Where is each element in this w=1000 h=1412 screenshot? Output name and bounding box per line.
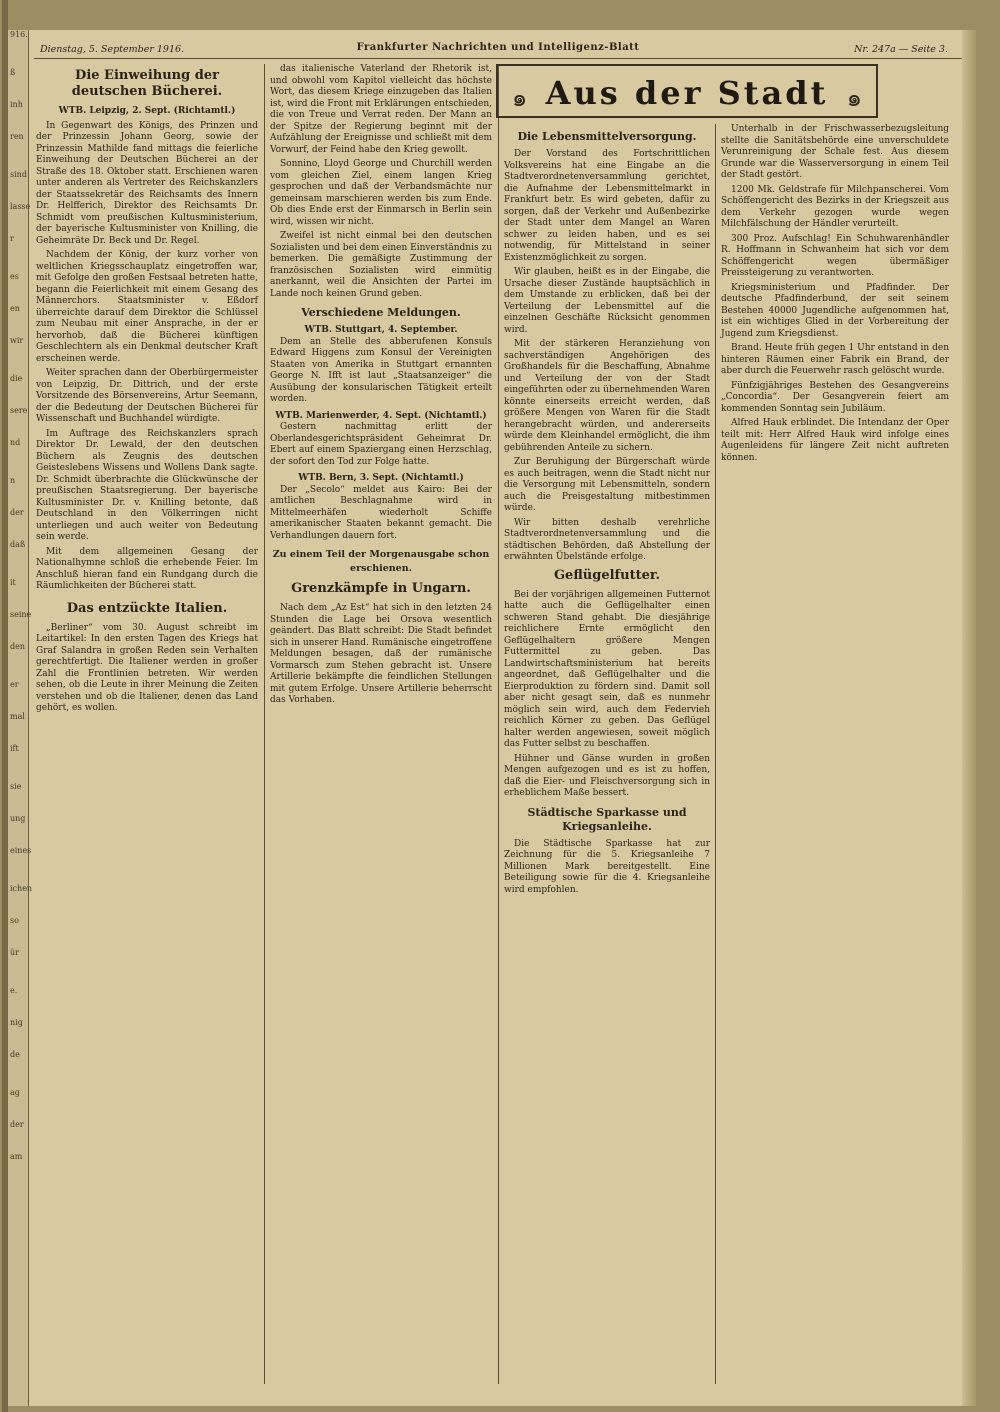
news-text: Dem an Stelle des abberufenen Konsuls Edward Higgens zum Konsul der Vereinigten Staaten von Amerika in Stuttgart ernannten George N. Ifft ist laut „Staatsanzeiger“ die Ausübung der konsularischen Tätigkeit erteilt worden. — [270, 336, 492, 404]
paragraph: Sonnino, Lloyd George und Churchill werden vom gleichen Ziel, einem langen Krieg gesprochen und daß der Verbandsmächte nur gemeinsam marschieren werden bis zum Ende. Ob dies Ende erst der Einmarsch in Berlin sein wird, wissen wir nicht. — [270, 159, 492, 227]
article-heading: Die Einweihung der deutschen Bücherei. — [71, 68, 223, 99]
strip-fragment: eines — [10, 846, 32, 855]
paragraph: „Berliner“ vom 30. August schreibt im Leitartikel: In den ersten Tagen des Kriegs hat Graf Salandra in großen Reden sein Verhalten gerechtfertigt. Die Italiener werden in großer Zahl die Frontlinien betreten. Wir werden sehen, ob die Leute in ihrer Meinung die Zeiten verstehen und ob die Italiener, denen das Land gehört, es wollen. — [36, 622, 258, 713]
article-body — [504, 149, 710, 564]
left-page-edge — [8, 30, 33, 1406]
column-2 — [270, 64, 492, 1384]
paragraph: Wir bitten deshalb verehrliche Stadtverordnetenversammlung und die städtischen Behörden, daß Abstellung der erwähnten Übelstände erfolge. — [504, 517, 710, 562]
column-rule — [264, 64, 265, 1384]
ornament-icon: ๑ — [846, 84, 862, 112]
ornament-icon: ๑ — [512, 84, 528, 112]
paragraph: Unterhalb in der Frischwasserbezugsleitung stellte die Sanitätsbehörde eine unverschuldete Verunreinigung der Schale fest. Aus diesem Grunde war die Wasserversorgung in einem Teil der Stadt gestört. — [721, 124, 949, 180]
column-4 — [721, 124, 949, 1384]
paragraph: Weiter sprachen dann der Oberbürgermeister von Leipzig, Dr. Dittrich, und der erste Vorsitzende des Börsenvereins, Artur Seemann, der die Bedeutung der Deutschen Bücherei für Wissenschaft und Buchhandel würdigte. — [36, 368, 258, 424]
article-dateline: WTB. Leipzig, 2. Sept. (Richtamtl.) — [58, 106, 236, 116]
news-item — [270, 411, 492, 469]
strip-fragment: ß — [10, 68, 16, 77]
strip-fragment: mal — [10, 712, 25, 721]
article-heading: Städtische Sparkasse und Kriegsanleihe. — [527, 805, 687, 833]
paragraph: Hühner und Gänse wurden in großen Mengen aufgezogen und es ist zu hoffen, daß die Eier- und Fleischversorgung sich in erheblichem Maße bessert. — [504, 753, 710, 798]
column-3 — [504, 124, 710, 1384]
paragraph: Mit dem allgemeinen Gesang der Nationalhymne schloß die erhebende Feier. Im Anschluß hieran fand ein Rundgang durch die Räumlichkeiten der Bücherei statt. — [36, 546, 258, 591]
strip-fragment: ür — [10, 948, 19, 957]
paragraph: Brand. Heute früh gegen 1 Uhr entstand in den hinteren Räumen einer Fabrik ein Brand, der aber durch die Feuerwehr rasch gelöscht wurde. — [721, 343, 949, 376]
news-text: Der „Secolo“ meldet aus Kairo: Bei der amtlichen Beschlagnahme wird in Mittelmeerhäfen wiederholt Schiffe amerikanischer Staaten bekannt gemacht. Die Verhandlungen dauern fort. — [270, 484, 492, 541]
article-body — [270, 64, 492, 300]
paragraph: Bei der vorjährigen allgemeinen Futternot hatte auch die Geflügelhalter einen schweren Stand gehabt. Die diesjährige reichlichere Ernte ermöglicht den Geflügelhaltern größere Mengen Futtermittel zu geben. Das Landwirtschaftsministerium hat bereits angeordnet, daß Geflügelhalter und die Eierproduktion zu fördern sind. Damit soll aber nicht gesagt sein, daß es nunmehr möglich sein wird, auch dem Federvieh reichlich Körner zu geben. Das Geflügel halter werden angewiesen, soweit möglich das Futter selbst zu beschaffen. — [504, 589, 710, 749]
strip-fragment: sie — [10, 782, 22, 791]
strip-fragment: e. — [10, 986, 18, 995]
strip-fragment: den — [10, 642, 26, 651]
article-heading: Die Lebensmittelversorgung. — [517, 130, 697, 143]
strip-fragment: sind — [10, 170, 27, 179]
article-body — [721, 124, 949, 464]
strip-fragment: der — [10, 1120, 24, 1129]
section-title: Aus der Stadt — [545, 74, 829, 112]
strip-fragment: lasse — [10, 202, 31, 211]
strip-fragment: sere — [10, 406, 28, 415]
strip-fragment: r — [10, 234, 14, 243]
column-rule — [715, 124, 716, 1384]
strip-fragment: es — [10, 272, 19, 281]
header-masthead: Frankfurter Nachrichten und Intelligenz-Blatt — [356, 42, 640, 53]
article-heading: Das entzückte Italien. — [66, 600, 228, 616]
paragraph: das italienische Vaterland der Rhetorik ist, und obwohl vom Kapitol vielleicht das höchste Wort, das diesem Kriege einzugeben das Italien ist, wird die Front mit Erklärungen entschieden, die von Treue und Verrat reden. Der Mann an der Spitze der Regierung beginnt mit der Aufzählung der Ereignisse und schließt mit dem Vorwurf, der Feind habe den Krieg gewollt. — [270, 64, 492, 155]
section-heading: Verschiedene Meldungen. — [301, 306, 461, 319]
news-item — [270, 473, 492, 542]
strip-fragment: 916. — [10, 30, 28, 39]
strip-fragment: it — [10, 578, 16, 587]
strip-fragment: de — [10, 1050, 20, 1059]
paragraph: Zur Beruhigung der Bürgerschaft würde es auch beitragen, wenn die Stadt nicht nur die Versorgung mit Lebensmitteln, sondern auch die Preisgestaltung mitbestimmen würde. — [504, 457, 710, 513]
article-body — [270, 603, 492, 707]
strip-fragment: seine — [10, 610, 32, 619]
newspaper-page — [8, 30, 976, 1406]
strip-fragment: so — [10, 916, 19, 925]
paragraph: Im Auftrage des Reichskanzlers sprach Direktor Dr. Lewald, der den deutschen Büchern als Zeugnis des deutschen Geisteslebens Wissens und Wollens Dank sagte. Dr. Schmidt überbrachte die Glückwünsche der preußischen Staatsregierung. Der bayerische Kultusminister Dr. v. Knilling betonte, daß Deutschland in den Völkerringen nicht unterliegen und auch weiter von Bedeutung sein werde. — [36, 428, 258, 542]
paragraph: Fünfzigjähriges Bestehen des Gesangvereins „Concordia“. Der Gesangverein feiert am kommenden Sonntag sein Jubiläum. — [721, 380, 949, 414]
paragraph: Mit der stärkeren Heranziehung von sachverständigen Angehörigen des Großhandels für die Beschaffung, Abnahme und Verteilung der von der Stadt eingeführten oder zu übernehmenden Waren könnte einerseits erreicht werden, daß größere Mengen von Waren für die Stadt herangebracht würden, und andererseits würde dem Kleinhandel ermöglicht, die ihm gebührenden Anteile zu sichern. — [504, 339, 710, 453]
article-body — [504, 590, 710, 800]
paragraph: Wir glauben, heißt es in der Eingabe, die Ursache dieser Zustände hauptsächlich in dem Umstande zu erblicken, daß bei der Verteilung der Lebensmittel auf die einzelnen Geschäfte Rücksicht genommen wird. — [504, 267, 710, 335]
left-strip-text — [8, 30, 33, 1162]
news-dateline: WTB. Stuttgart, 4. September. — [304, 325, 458, 335]
paragraph: Alfred Hauk erblindet. Die Intendanz der Oper teilt mit: Herr Alfred Hauk wird infolge eines Augenleidens für längere Zeit nicht auftreten können. — [721, 418, 949, 463]
article-body — [36, 121, 258, 593]
strip-fragment: wir — [10, 336, 24, 345]
strip-fragment: n — [10, 476, 16, 485]
article-heading: Grenzkämpfe in Ungarn. — [291, 581, 471, 596]
paragraph: Kriegsministerium und Pfadfinder. Der deutsche Pfadfinderbund, der seit seinem Bestehen 40000 Jugendliche aufgenommen hat, ist ein wichtiges Glied in der Vorbereitung der Jugend zum Kriegsdienst. — [721, 282, 949, 339]
strip-fragment: ung — [10, 814, 26, 823]
column-1 — [36, 64, 258, 1384]
page-header — [34, 40, 962, 59]
paragraph: Nachdem der König, der kurz vorher von weltlichen Kriegsschauplatz eingetroffen war, mit Gefolge den großen Festsaal betreten hatte, begann die Feierlichkeit mit einem Gesang des Männerchors. Staatsminister v. Eßdorf überreichte darauf dem Direktor die Schlüssel zum Neubau mit einer Ansprache, in der er hervorhob, daß die Bücherei künftigen Geschlechtern als ein Denkmal deutscher Kraft erscheinen werde. — [36, 250, 258, 364]
column-rule — [498, 64, 499, 1384]
strip-fragment: en — [10, 304, 20, 313]
paragraph: In Gegenwart des Königs, des Prinzen und der Prinzessin Johann Georg, sowie der Prinzessin Mathilde fand mittags die feierliche Einweihung der Deutschen Bücherei an der Straße des 18. Oktober statt. Erschienen waren unter anderen als Vertreter des Reichskanzlers der Staatssekretär des Reichsamts des Innern Dr. Helfferich, Direktor des Reichsamts Dr. Schmidt vom preußischen Kultusministerium, der bayerische Kultusminister von Knilling, die Geheimräte Dr. Beck und Dr. Regel. — [36, 120, 258, 246]
news-item — [270, 325, 492, 406]
strip-fragment: der — [10, 508, 24, 517]
strip-fragment: inh — [10, 100, 23, 109]
paragraph: 1200 Mk. Geldstrafe für Milchpanscherei. Vom Schöffengericht des Bezirks in der Kriegszeit aus dem Verkehr gezogen wurde wegen Milchfälschung der Händler verurteilt. — [721, 184, 949, 229]
strip-fragment: nd — [10, 438, 21, 447]
paragraph: Der Vorstand des Fortschrittlichen Volksvereins hat eine Eingabe an die Stadtverordnetenversammlung gerichtet, die Aufnahme der Lebensmittelmarkt in Frankfurt betr. Es wird gebeten, dafür zu sorgen, daß der Verkehr und Außenbezirke der Stadt unter dem Mangel an Waren schwer zu leiden haben, und es sei notwendig, für Mittelstand in seiner Existenzmöglichkeit zu sorgen. — [504, 149, 710, 263]
paragraph: Nach dem „Az Est“ hat sich in den letzten 24 Stunden die Lage bei Orsova wesentlich geändert. Das Blatt schreibt: Die Stadt befindet sich in unserer Hand. Rumänische eingetroffene Meldungen besagen, daß der rumänische Vormarsch zum Stehen gebracht ist. Unsere Artillerie bekämpfte die feindlichen Stellungen mit gutem Erfolge. Unsere Artillerie beherrscht das Vorhaben. — [270, 603, 492, 705]
news-dateline: WTB. Bern, 3. Sept. (Nichtamtl.) — [298, 473, 464, 483]
header-date: Dienstag, 5. September 1916. — [40, 44, 185, 55]
article-heading: Geflügelfutter. — [553, 567, 661, 583]
strip-fragment: nig — [10, 1018, 23, 1027]
strip-fragment: ren — [10, 132, 24, 141]
notice-line: Zu einem Teil der Morgenausgabe schon erschienen. — [272, 549, 490, 574]
strip-fragment: er — [10, 680, 19, 689]
strip-fragment: die — [10, 374, 23, 383]
strip-fragment: daß — [10, 540, 26, 549]
strip-fragment: am — [10, 1152, 23, 1161]
news-text: Gestern nachmittag erlitt der Oberlandesgerichtspräsident Geheimrat Dr. Ebert auf einem Spaziergang einen Herzschlag, der sofort den Tod zur Folge hatte. — [270, 422, 492, 467]
strip-fragment: ichen — [10, 884, 33, 893]
article-body — [36, 623, 258, 715]
news-items — [270, 325, 492, 542]
section-banner — [496, 64, 878, 118]
strip-fragment: ag — [10, 1088, 20, 1097]
paragraph: 300 Proz. Aufschlag! Ein Schuhwarenhändler R. Hoffmann in Schwanheim hat sich vor dem Schöffengericht wegen übermäßiger Preissteigerung zu verantworten. — [721, 233, 949, 278]
paragraph: Zweifel ist nicht einmal bei den deutschen Sozialisten und bei dem einen Einverständnis zu bemerken. Die gemäßigte Zustimmung der französischen Sozialisten wird einmütig anerkannt, weil die Ansichten der Partei im Lande noch keinen Grund geben. — [270, 231, 492, 299]
right-page-edge — [962, 30, 976, 1406]
strip-fragment: ift — [10, 744, 19, 753]
news-dateline: WTB. Marienwerder, 4. Sept. (Nichtamtl.) — [275, 410, 487, 421]
header-page-number: Nr. 247a — Seite 3. — [854, 44, 948, 55]
paragraph: Die Städtische Sparkasse hat zur Zeichnung für die 5. Kriegsanleihe 7 Millionen Mark bereitgestellt. Eine Beteiligung sowie für die 4. Kriegsanleihe wird empfohlen. — [504, 838, 710, 895]
article-body — [504, 839, 710, 897]
